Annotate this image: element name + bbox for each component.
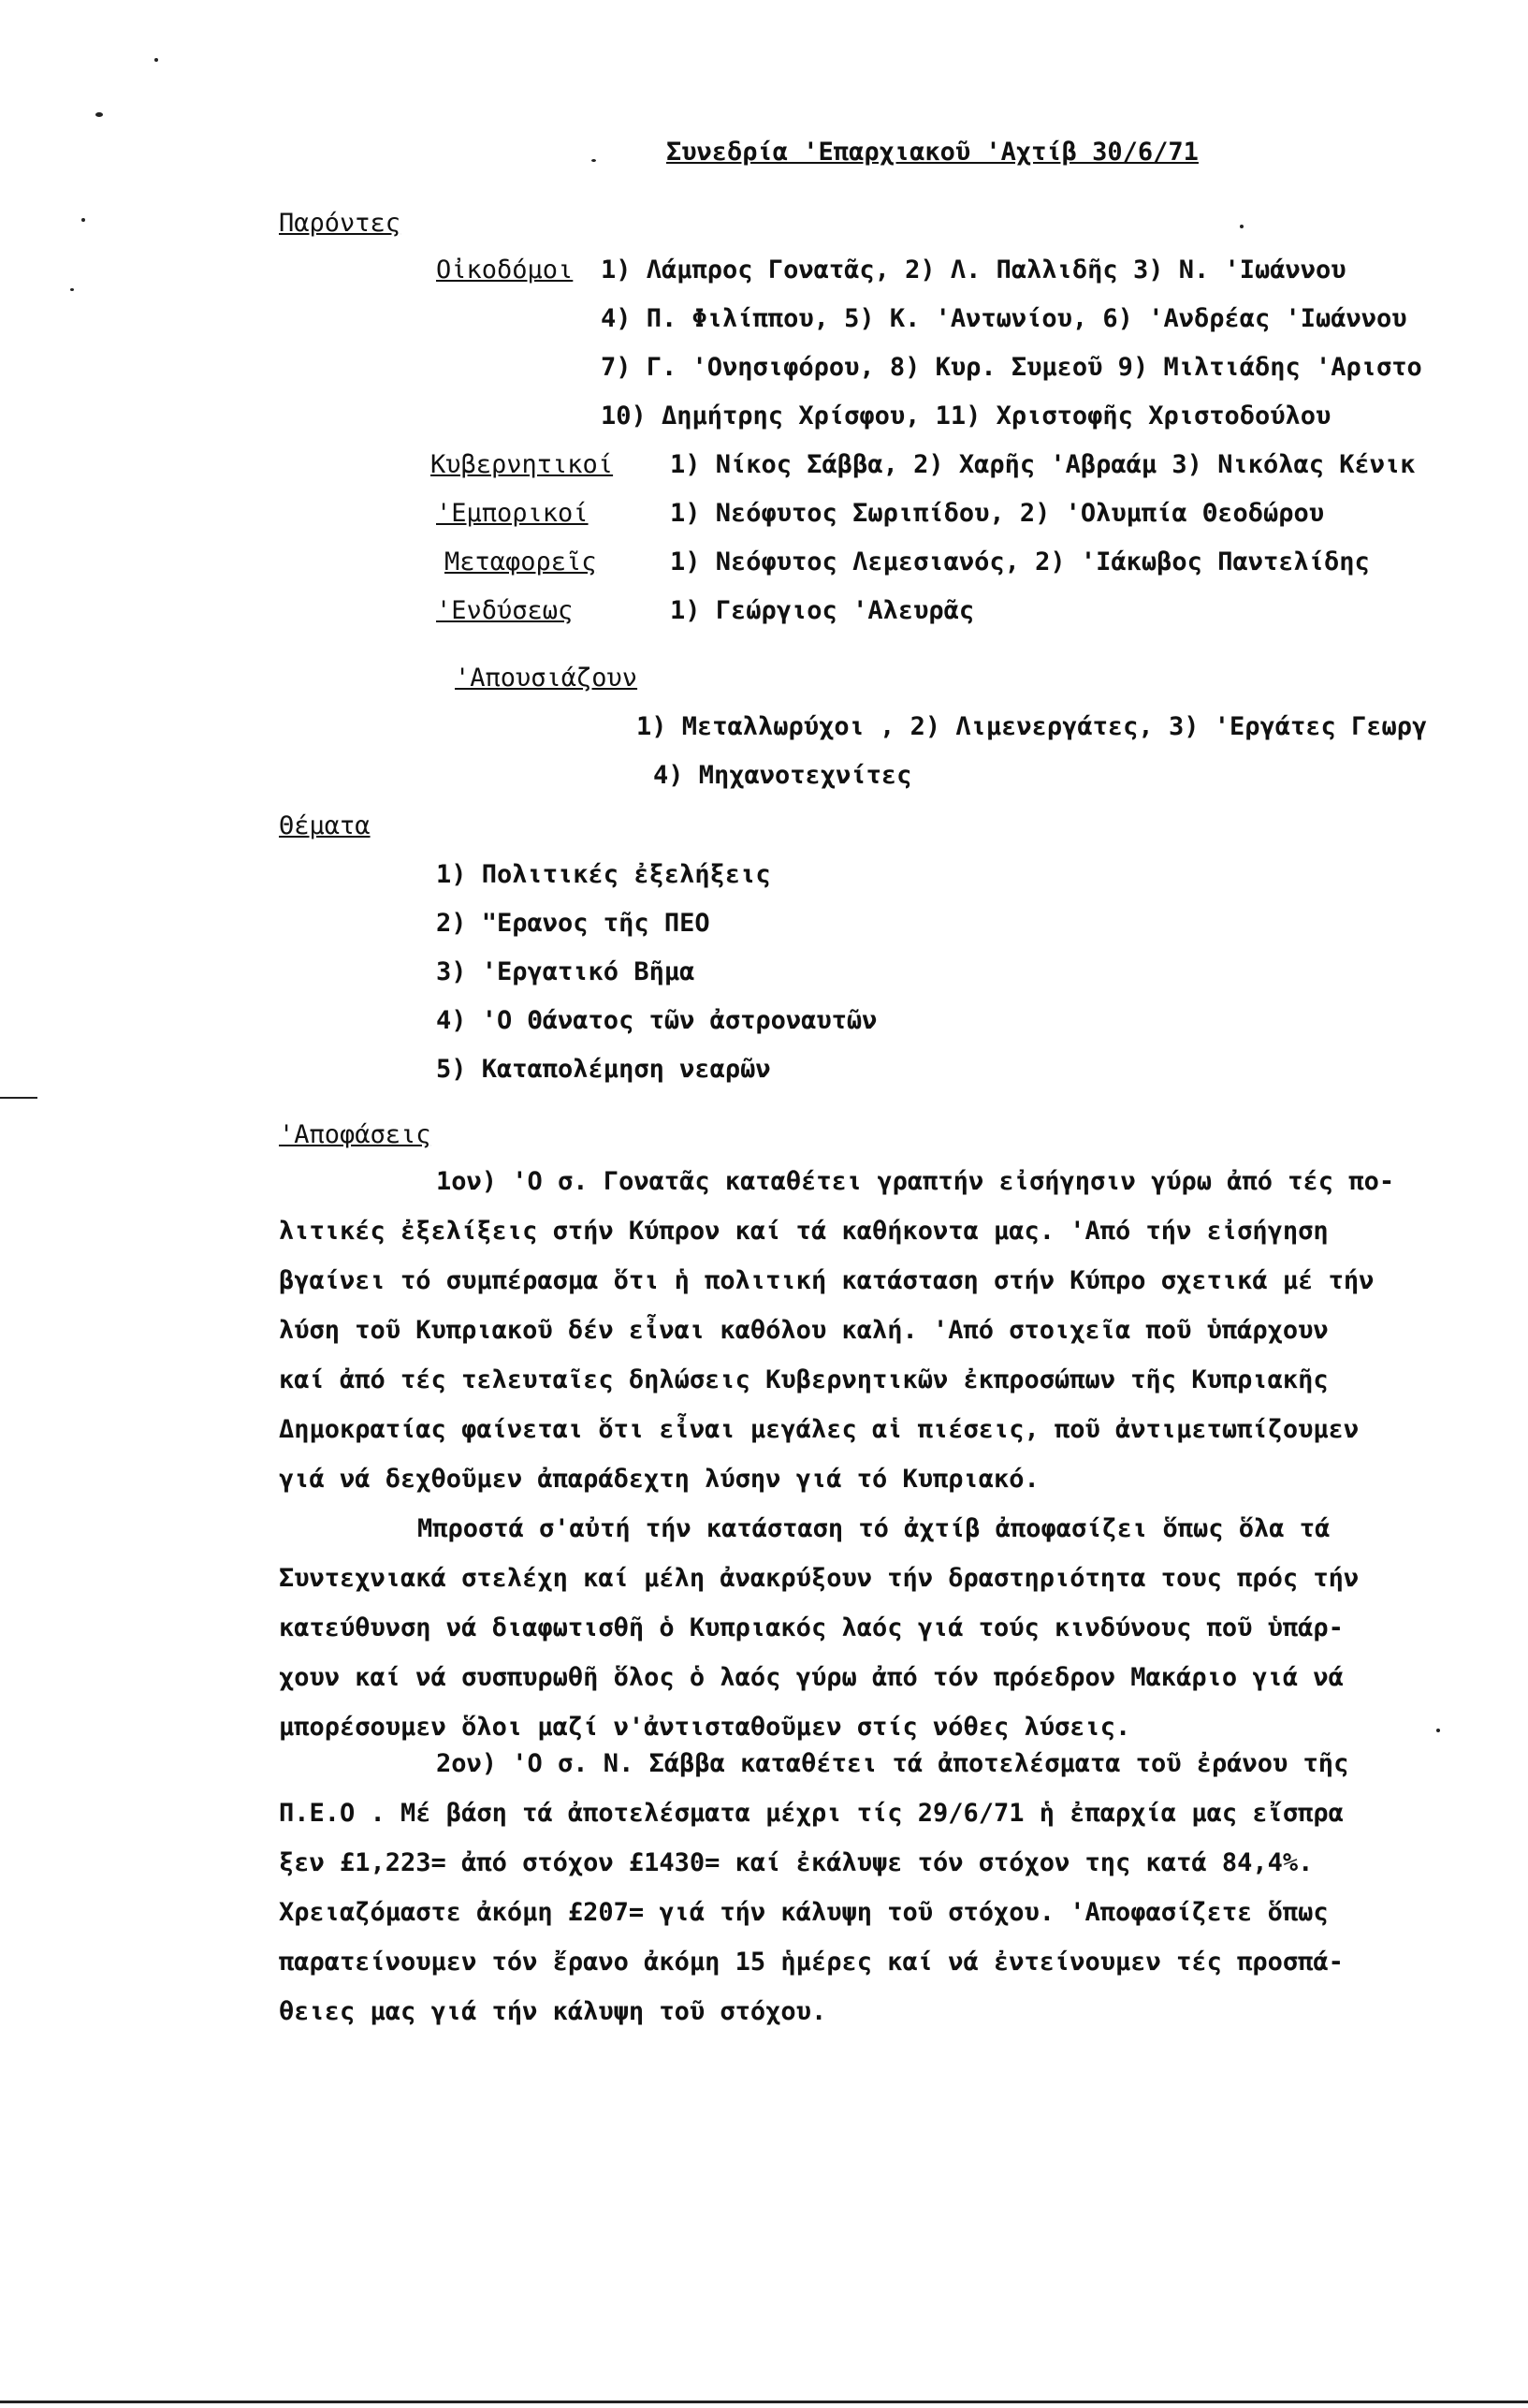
scan-speck (0, 1097, 37, 1099)
scan-speck (95, 112, 103, 117)
attendee-group-label: Μεταφορεῖς (444, 547, 597, 576)
decision-line: Δημοκρατίας φαίνεται ὅτι εἶναι μεγάλες αἱ πιέσεις, ποῦ ἀντιμετωπίζουμεν (279, 1415, 1360, 1444)
decision-line: Π.Ε.Ο . Μέ βάση τά ἀποτελέσματα μέχρι τίς 29/6/71 ἡ ἐπαρχία μας εἴσπρα (279, 1799, 1344, 1828)
decision-line: 1ον) 'Ο σ. Γονατᾶς καταθέτει γραπτήν εἰσήγησιν γύρω ἀπό τές πο- (436, 1167, 1395, 1196)
absent-heading: 'Απουσιάζουν (455, 664, 638, 693)
attendee-line: 7) Γ. 'Ονησιφόρου, 8) Κυρ. Συμεοῦ 9) Μιλτιάδης 'Αριστο (601, 353, 1422, 382)
attendee-line: 1) Νίκος Σάββα, 2) Χαρῆς 'Αβραάμ 3) Νικόλας Κένικ (670, 450, 1416, 479)
scan-speck (1436, 1729, 1440, 1732)
present-heading: Παρόντες (279, 209, 401, 238)
attendee-line: 4) Π. Φιλίππου, 5) Κ. 'Αντωνίου, 6) 'Ανδρέας 'Ιωάννου (601, 304, 1407, 333)
topic-item: 5) Καταπολέμηση νεαρῶν (436, 1055, 771, 1084)
scan-speck (591, 159, 596, 162)
decision-line: παρατείνουμεν τόν ἔρανο ἀκόμη 15 ἡμέρες καί νά ἐντείνουμεν τές προσπά- (279, 1948, 1344, 1977)
decision-line: βγαίνει τό συμπέρασμα ὅτι ἡ πολιτική κατάσταση στήν Κύπρο σχετικά μέ τήν (279, 1266, 1375, 1295)
scan-speck (70, 288, 74, 291)
topic-item: 2) "Ερανος τῆς ΠΕΟ (436, 909, 710, 938)
topics-heading: Θέματα (279, 811, 371, 840)
attendee-line: 1) Γεώργιος 'Αλευρᾶς (670, 596, 975, 625)
topic-item: 4) 'Ο Θάνατος τῶν ἀστροναυτῶν (436, 1006, 878, 1035)
absent-line: 1) Μεταλλωρύχοι , 2) Λιμενεργάτες, 3) 'Εργάτες Γεωργ (636, 712, 1428, 741)
attendee-line: 1) Λάμπρος Γονατᾶς, 2) Λ. Παλλιδῆς 3) Ν. 'Ιωάννου (601, 255, 1346, 285)
decision-line: χουν καί νά συσπυρωθῆ ὅλος ὁ λαός γύρω ἀπό τόν πρόεδρον Μακάριο γιά νά (279, 1663, 1344, 1692)
decision-line: 2ον) 'Ο σ. Ν. Σάββα καταθέτει τά ἀποτελέσματα τοῦ ἐράνου τῆς (436, 1749, 1349, 1778)
decisions-heading: 'Αποφάσεις (279, 1120, 431, 1149)
decision-line: θειες μας γιά τήν κάλυψη τοῦ στόχου. (279, 1997, 827, 2026)
attendee-group-label: Οἰκοδόμοι (436, 255, 574, 285)
decision-line: Μπροστά σ'αὐτή τήν κατάσταση τό ἀχτίβ ἀποφασίζει ὅπως ὅλα τά (417, 1514, 1331, 1543)
decision-line: μπορέσουμεν ὅλοι μαζί ν'ἀντισταθοῦμεν στίς νόθες λύσεις. (279, 1713, 1131, 1742)
topic-item: 3) 'Εργατικό Βῆμα (436, 957, 695, 986)
attendee-line: 10) Δημήτρης Χρίσφου, 11) Χριστοφῆς Χριστοδούλου (601, 401, 1332, 431)
scan-speck (1240, 225, 1244, 228)
topic-item: 1) Πολιτικές ἐξελήξεις (436, 860, 771, 889)
attendee-group-label: Κυβερνητικοί (430, 450, 614, 479)
decision-line: κατεύθυνση νά διαφωτισθῆ ὁ Κυπριακός λαός γιά τούς κινδύνους ποῦ ὑπάρ- (279, 1613, 1344, 1642)
scan-speck (154, 58, 158, 62)
document-title: Συνεδρία 'Επαρχιακοῦ 'Αχτίβ 30/6/71 (666, 138, 1199, 167)
attendee-group-label: 'Ενδύσεως (436, 596, 574, 625)
decision-line: Χρειαζόμαστε ἀκόμη £207= γιά τήν κάλυψη τοῦ στόχου. 'Αποφασίζετε ὅπως (279, 1898, 1329, 1927)
decision-line: καί ἀπό τές τελευταῖες δηλώσεις Κυβερνητικῶν ἐκπροσώπων τῆς Κυπριακῆς (279, 1365, 1329, 1394)
decision-line: λιτικές ἐξελίξεις στήν Κύπρον καί τά καθήκοντα μας. 'Από τήν εἰσήγηση (279, 1217, 1329, 1246)
attendee-line: 1) Νεόφυτος Σωριπίδου, 2) 'Ολυμπία Θεοδώρου (670, 499, 1324, 528)
decision-line: Συντεχνιακά στελέχη καί μέλη ἀνακρύξουν τήν δραστηριότητα τους πρός τήν (279, 1564, 1360, 1593)
attendee-group-label: 'Εμπορικοί (436, 499, 589, 528)
bottom-scan-edge (0, 2401, 1528, 2403)
absent-line: 4) Μηχανοτεχνίτες (653, 761, 912, 790)
decision-line: λύση τοῦ Κυπριακοῦ δέν εἶναι καθόλου καλή. 'Από στοιχεῖα ποῦ ὑπάρχουν (279, 1316, 1329, 1345)
decision-line: ξεν £1,223= ἀπό στόχον £1430= καί ἐκάλυψε τόν στόχον της κατά 84,4%. (279, 1848, 1314, 1877)
decision-line: γιά νά δεχθοῦμεν ἀπαράδεχτη λύσην γιά τό Κυπριακό. (279, 1465, 1040, 1494)
scan-speck (81, 218, 85, 222)
attendee-line: 1) Νεόφυτος Λεμεσιανός, 2) 'Ιάκωβος Παντελίδης (670, 547, 1370, 576)
